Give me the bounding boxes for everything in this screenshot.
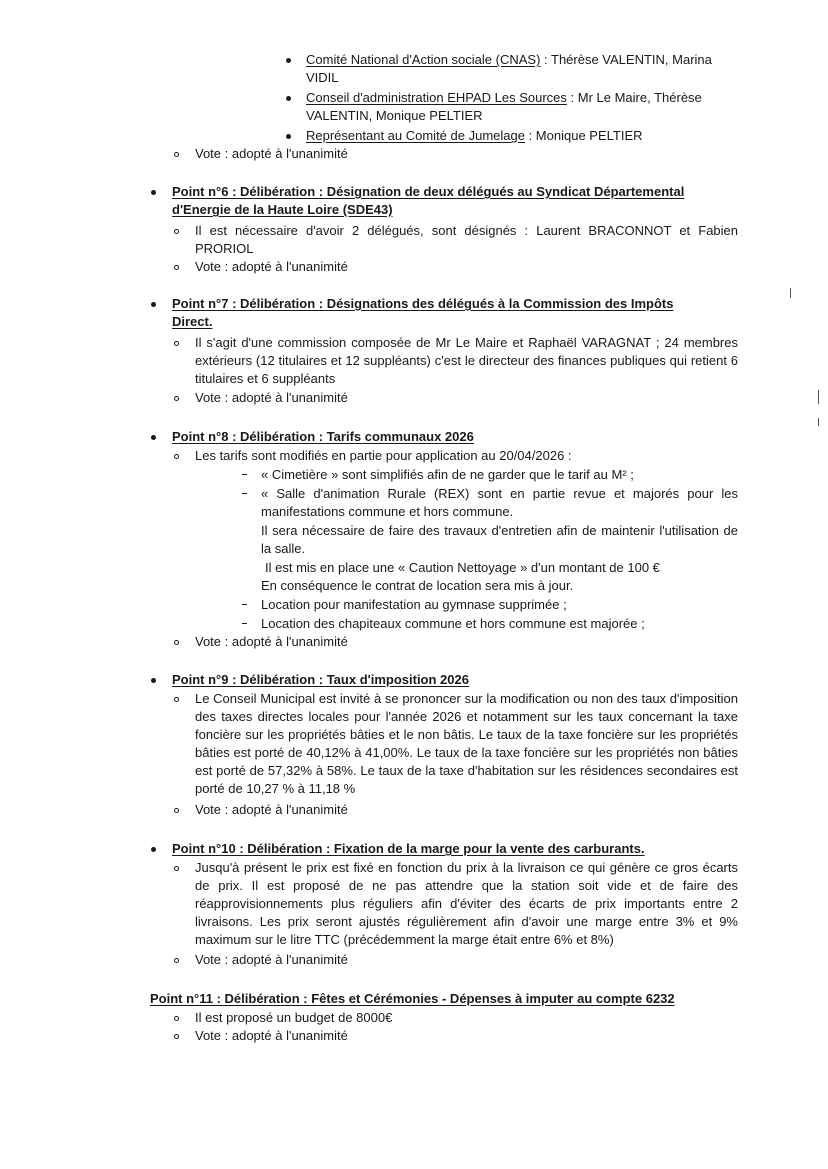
- section-heading-point6: Point n°6 : Délibération : Désignation de deux délégués au Syndicat Départemental: [172, 184, 685, 199]
- bullet-circle-icon: [174, 958, 179, 963]
- section-heading-point11: Point n°11 : Délibération : Fêtes et Cérémonies - Dépenses à imputer au compte 6232: [150, 991, 675, 1006]
- bullet-circle-icon: [174, 640, 179, 645]
- section-heading-point10: Point n°10 : Délibération : Fixation de la marge pour la vente des carburants.: [172, 841, 645, 856]
- paragraph: Il s'agit d'une commission composée de Mr Le Maire et Raphaël VARAGNAT ; 24 membres extérieurs (12 titulaires et 12 suppléants) c'est le directeur des finances publiques qui retient 6 titulaires et 6 suppléants: [195, 335, 738, 386]
- list-item-cimetiere: « Cimetière » sont simplifiés afin de ne garder que le tarif au M² ;: [261, 467, 634, 482]
- bullet-disc-icon: [151, 847, 156, 852]
- list-item-value: : Mr Le Maire, Thérèse: [566, 90, 702, 105]
- bullet-disc-icon: [151, 302, 156, 307]
- list-item-salle-detail: Il sera nécessaire de faire des travaux d'entretien afin de maintenir l'utilisation de la salle.: [261, 523, 738, 556]
- bullet-circle-icon: [174, 341, 179, 346]
- paragraph: Il est proposé un budget de 8000€: [195, 1010, 393, 1025]
- list-item-salle-detail: Il est mis en place une « Caution Nettoyage » d'un montant de 100 €: [265, 560, 660, 575]
- dash-bullet-icon: [242, 604, 247, 605]
- list-item-continuation: VALENTIN, Monique PELTIER: [306, 108, 483, 123]
- bullet-circle-icon: [174, 265, 179, 270]
- bullet-disc-icon: [151, 190, 156, 195]
- section-heading-point8: Point n°8 : Délibération : Tarifs communaux 2026: [172, 429, 474, 444]
- list-item-salle-detail: En conséquence le contrat de location sera mis à jour.: [261, 578, 574, 593]
- list-item-jumelage: [306, 127, 643, 145]
- dash-bullet-icon: [242, 474, 247, 475]
- bullet-circle-icon: [174, 152, 179, 157]
- bullet-disc-icon: [151, 678, 156, 683]
- paragraph: Jusqu'à présent le prix est fixé en fonction du prix à la livraison ce qui génère ce gros écarts de prix. Il est proposé de ne pas attendre que la station soit vide et de faire des réapprovisionnements plus réguliers afin d'éviter des écarts de prix importants entre 2 livraisons. Les prix seront ajustés régulièrement afin d'avoir une marge entre 3% et 9% maximum sur le litre TTC (précédemment la marge était entre 6% et 8%): [195, 860, 738, 947]
- bullet-disc-icon: [151, 435, 156, 440]
- section-heading-point7-cont: Direct.: [172, 314, 213, 329]
- scan-mark: [818, 418, 819, 426]
- paragraph: Le Conseil Municipal est invité à se prononcer sur la modification ou non des taux d'imposition des taxes directes locales pour l'année 2026 et notamment sur les taux concernant la taxe foncière sur les propriétés bâties et le non bâtis. Le taux de la taxe foncière sur les propriétés bâties est porté de 40,12% à 41,00%. Le taux de la taxe foncière sur les propriétés non bâties est porté de 57,32% à 58%. Le taux de la taxe d'habitation sur les résidences secondaires est porté de 10,27 % à 11,18 %: [195, 691, 738, 796]
- bullet-circle-icon: [174, 229, 179, 234]
- dash-bullet-icon: [242, 493, 247, 494]
- vote-result: Vote : adopté à l'unanimité: [195, 634, 348, 649]
- vote-result: Vote : adopté à l'unanimité: [195, 802, 348, 817]
- list-item-value: : Thérèse VALENTIN, Marina: [540, 52, 712, 67]
- bullet-circle-icon: [174, 808, 179, 813]
- bullet-disc-icon: [286, 58, 291, 63]
- vote-result: Vote : adopté à l'unanimité: [195, 259, 348, 274]
- bullet-circle-icon: [174, 396, 179, 401]
- section-heading-point9: Point n°9 : Délibération : Taux d'imposition 2026: [172, 672, 469, 687]
- bullet-circle-icon: [174, 454, 179, 459]
- bullet-circle-icon: [174, 697, 179, 702]
- bullet-disc-icon: [286, 96, 291, 101]
- list-item-salle: « Salle d'animation Rurale (REX) sont en partie revue et majorés pour les manifestations commune et hors commune.: [261, 486, 738, 519]
- section-heading-point6-cont: d'Energie de la Haute Loire (SDE43): [172, 202, 393, 217]
- vote-result: Vote : adopté à l'unanimité: [195, 146, 348, 161]
- bullet-disc-icon: [286, 134, 291, 139]
- bullet-circle-icon: [174, 1034, 179, 1039]
- paragraph: Les tarifs sont modifiés en partie pour application au 20/04/2026 :: [195, 448, 572, 463]
- vote-result: Vote : adopté à l'unanimité: [195, 390, 348, 405]
- list-item-label: Conseil d'administration EHPAD Les Sources: [306, 90, 567, 105]
- list-item-chapiteaux: Location des chapiteaux commune et hors commune est majorée ;: [261, 616, 645, 631]
- list-item-gymnase: Location pour manifestation au gymnase supprimée ;: [261, 597, 567, 612]
- scan-mark: [790, 288, 791, 298]
- list-item-value: : Monique PELTIER: [524, 128, 643, 143]
- bullet-circle-icon: [174, 866, 179, 871]
- list-item-label: Comité National d'Action sociale (CNAS): [306, 52, 541, 67]
- scan-mark: [818, 390, 819, 404]
- vote-result: Vote : adopté à l'unanimité: [195, 952, 348, 967]
- paragraph: Il est nécessaire d'avoir 2 délégués, sont désignés : Laurent BRACONNOT et Fabien PRORIOL: [195, 223, 738, 256]
- list-item-continuation: VIDIL: [306, 70, 339, 85]
- list-item-cnas: [306, 51, 712, 69]
- list-item-label: Représentant au Comité de Jumelage: [306, 128, 525, 143]
- section-heading-point7: Point n°7 : Délibération : Désignations des délégués à la Commission des Impôts: [172, 296, 674, 311]
- dash-bullet-icon: [242, 623, 247, 624]
- bullet-circle-icon: [174, 1016, 179, 1021]
- vote-result: Vote : adopté à l'unanimité: [195, 1028, 348, 1043]
- list-item-ehpad: [306, 89, 702, 107]
